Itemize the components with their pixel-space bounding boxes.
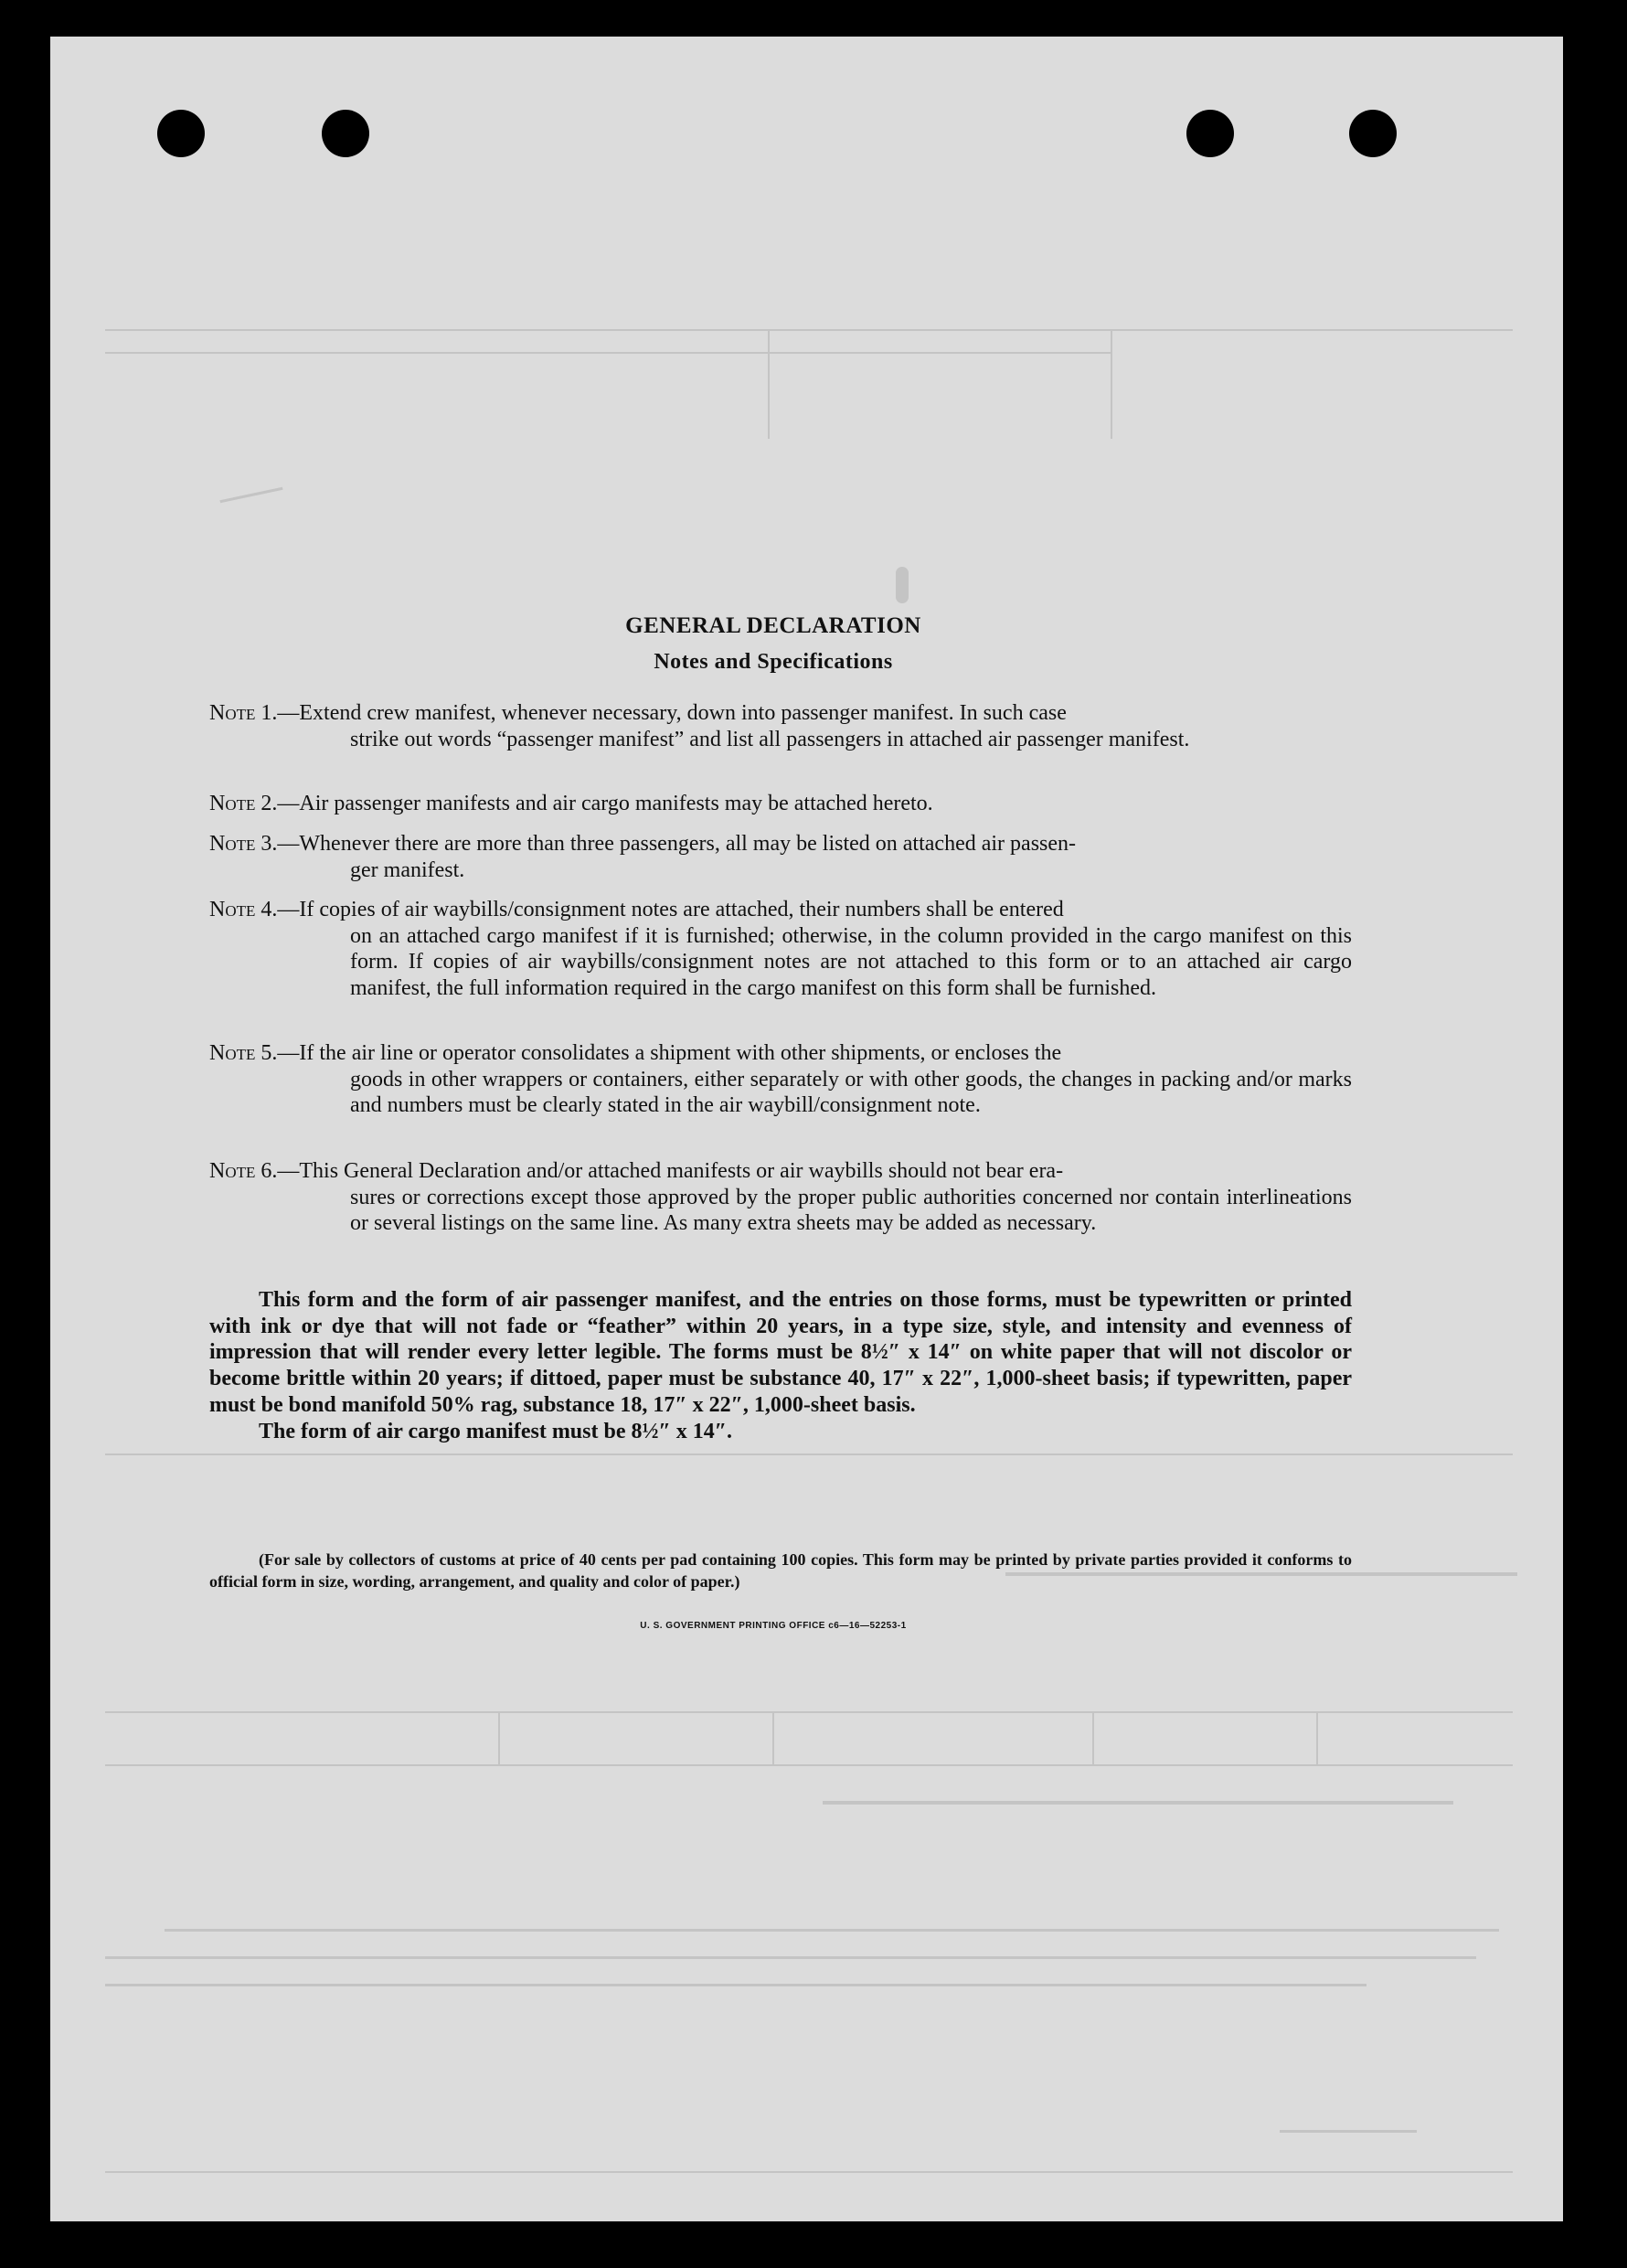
note-text: —Extend crew manifest, whenever necessary, down into passenger manifest. In such case [277,701,1067,725]
note-label: Note 5. [209,1041,278,1065]
note-2 [209,791,1352,817]
note-text: —Air passenger manifests and air cargo manifests may be attached hereto. [277,792,933,815]
note-label: Note 1. [209,701,278,725]
note-label: Note 4. [209,898,278,921]
note-text: —Whenever there are more than three passengers, all may be listed on attached air passen- [277,832,1077,856]
note-4 [209,897,1352,1001]
note-3 [209,831,1352,883]
note-text: —If the air line or operator consolidates a shipment with other shipments, or encloses the [277,1041,1062,1065]
note-continuation: on an attached cargo manifest if it is furnished; otherwise, in the column provided in the cargo manifest on this form. If copies of air waybills/consignment notes are not attached to this form or to an attached air cargo manifest, the full information required in the cargo manifest on this form shall be furnished. [350,923,1352,1000]
note-label: Note 2. [209,792,278,815]
note-label: Note 6. [209,1159,278,1183]
form-requirements [209,1287,1352,1444]
page-subtitle: Notes and Specifications [654,650,893,674]
note-5 [209,1040,1352,1119]
note-text: —This General Declaration and/or attached manifests or air waybills should not bear era- [277,1159,1064,1183]
note-label: Note 3. [209,832,278,856]
note-6 [209,1158,1352,1237]
sale-note: (For sale by collectors of customs at price of 40 cents per pad containing 100 copies. This form may be printed by private parties provided it conforms to official form in size, wording, arrangement, and quality and color of paper.) [209,1550,1352,1591]
note-continuation: ger manifest. [350,857,465,882]
printing-office-line: U. S. GOVERNMENT PRINTING OFFICE c6—16—52253-1 [640,1621,907,1631]
note-continuation: sures or corrections except those approved by the proper public authorities concerned nor contain interlineations or several listings on the same line. As many extra sheets may be added as necessary. [350,1185,1352,1235]
page-title: GENERAL DECLARATION [625,613,921,638]
cargo-form-line: The form of air cargo manifest must be 8½″ x 14″. [259,1419,732,1443]
note-continuation: goods in other wrappers or containers, either separately or with other goods, the changes in packing and/or marks and numbers must be clearly stated in the air waybill/consignment note. [350,1067,1352,1117]
form-paragraph: This form and the form of air passenger manifest, and the entries on those forms, must be typewritten or printed with ink or dye that will not fade or “feather” within 20 years, in a type size, style, and intensity and evenness of impression that will render every letter legible. The forms must be 8½″ x 14″ on white paper that will not discolor or become brittle within 20 years; if dittoed, paper must be substance 40, 17″ x 22″, 1,000-sheet basis; if typewritten, paper must be bond manifold 50% rag, substance 18, 17″ x 22″, 1,000-sheet basis. [209,1288,1352,1417]
note-text: —If copies of air waybills/consignment notes are attached, their numbers shall be entered [277,898,1064,921]
note-continuation: strike out words “passenger manifest” and list all passengers in attached air passenger manifest. [350,727,1190,751]
note-1 [209,700,1352,752]
